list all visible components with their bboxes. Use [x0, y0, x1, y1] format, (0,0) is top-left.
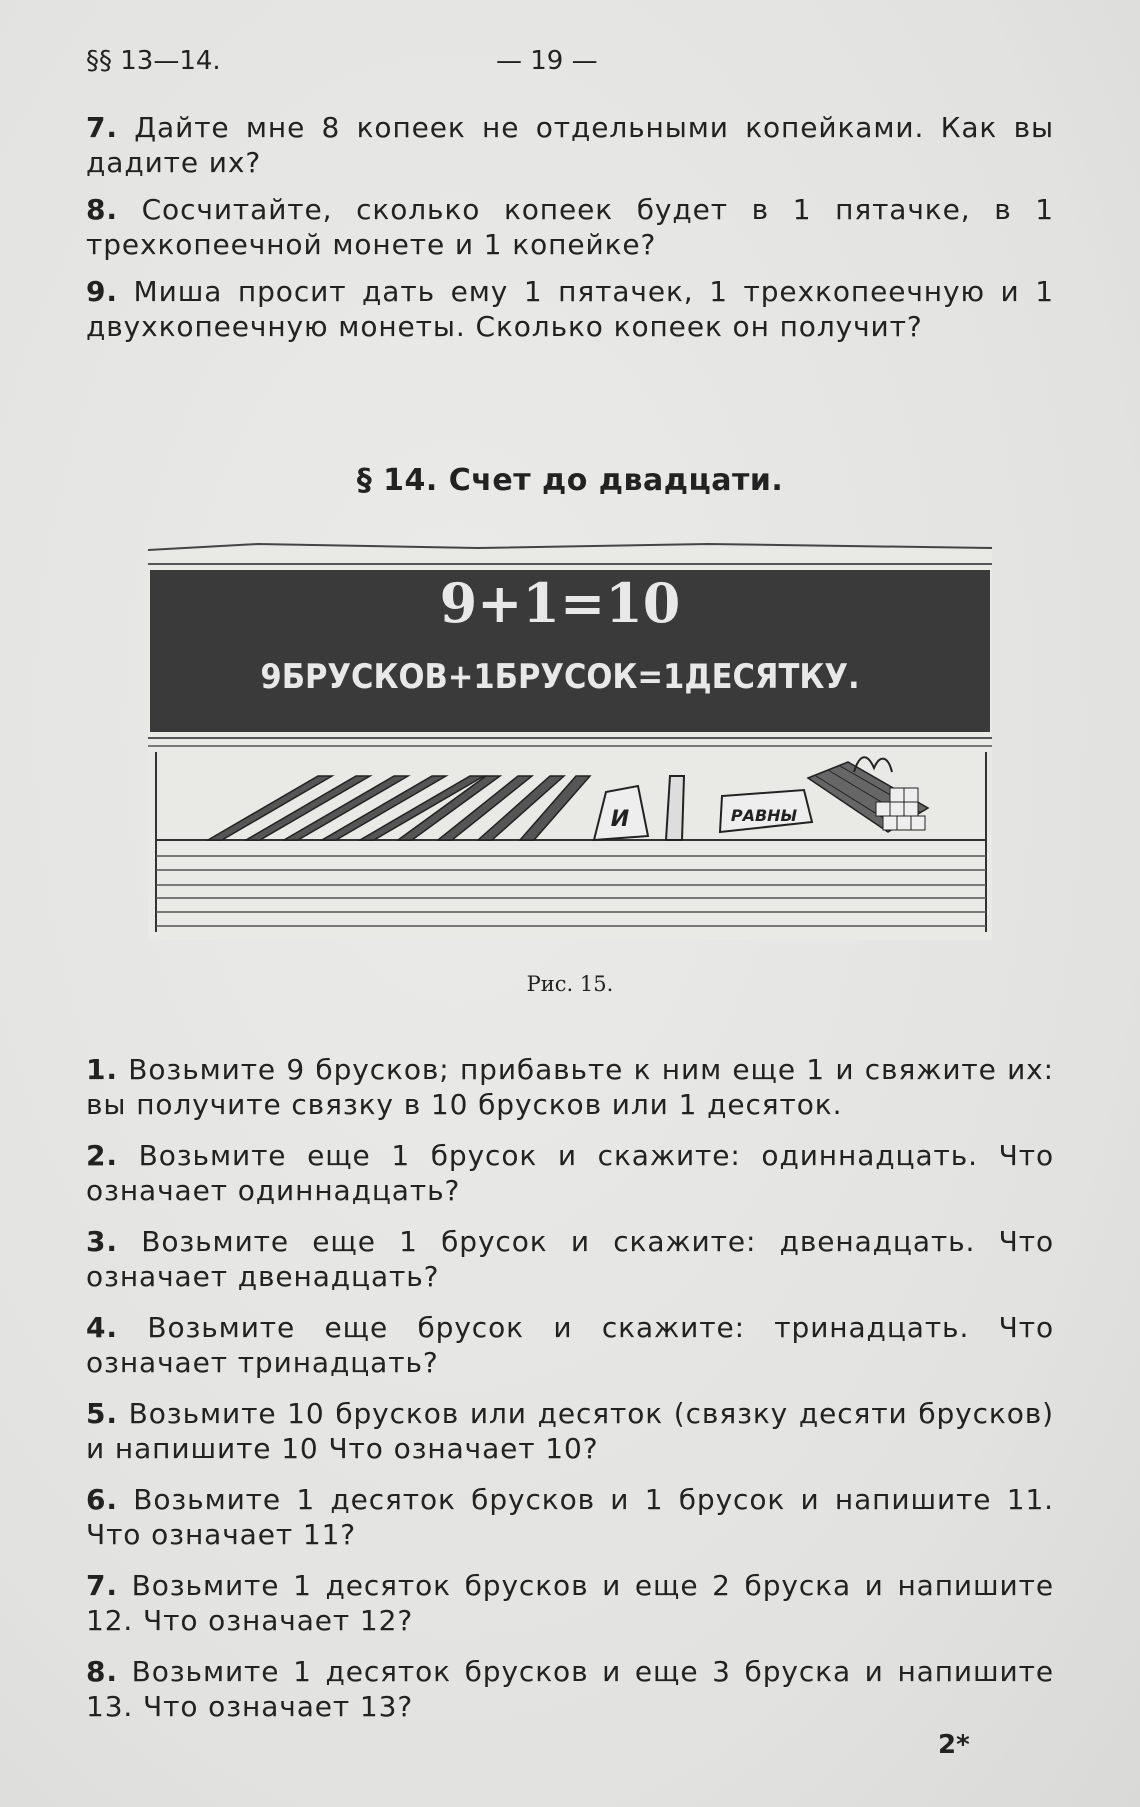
figure-caption: Рис. 15. [526, 972, 614, 996]
board-equation: 9+1=10 [439, 571, 681, 635]
page-number: — 19 — [496, 46, 598, 76]
page-header [86, 46, 1056, 86]
exercise-text: Дайте мне 8 копеек не отдельными копейками. Как вы дадите их? [86, 111, 1054, 179]
exercise-item [86, 1224, 1054, 1294]
exercise-number: 8. [86, 193, 118, 226]
exercise-text: Возьмите 1 десяток брусков и 1 брусок и напишите 11. Что означает 11? [86, 1483, 1054, 1551]
single-bar [666, 776, 684, 840]
exercise-text: Возьмите еще 1 брусок и скажите: одиннадцать. Что означает одиннадцать? [86, 1139, 1054, 1207]
exercise-item [86, 1482, 1054, 1552]
figure-15-illustration [148, 540, 992, 940]
card-and-label: И [610, 807, 630, 832]
exercise-number: 6. [86, 1483, 118, 1516]
exercise-text: Возьмите 1 десяток брусков и еще 2 бруска и напишите 12. Что означает 12? [86, 1569, 1054, 1637]
exercise-item [86, 274, 1054, 344]
exercise-text: Возьмите еще 1 брусок и скажите: двенадцать. Что означает двенадцать? [86, 1225, 1054, 1293]
exercise-text: Сосчитайте, сколько копеек будет в 1 пятачке, в 1 трехкопеечной монете и 1 копейке? [86, 193, 1054, 261]
exercise-number: 7. [86, 111, 118, 144]
section-title: § 14. Счет до двадцати. [356, 463, 784, 498]
exercise-number: 9. [86, 275, 118, 308]
exercise-item [86, 1396, 1054, 1466]
exercise-text: Возьмите 10 брусков или десяток (связку десяти брусков) и напишите 10 Что означает 10? [86, 1397, 1054, 1465]
exercise-text: Возьмите 9 брусков; прибавьте к ним еще 1 и свяжите их: вы получите связку в 10 брусков или 1 десяток. [86, 1053, 1054, 1121]
exercise-item [86, 1052, 1054, 1122]
exercise-number: 3. [86, 1225, 118, 1258]
exercise-item [86, 192, 1054, 262]
exercise-number: 2. [86, 1139, 118, 1172]
exercise-number: 4. [86, 1311, 118, 1344]
exercise-text: Миша просит дать ему 1 пятачек, 1 трехкопеечную и 1 двухкопеечную монеты. Сколько копеек он получит? [86, 275, 1054, 343]
exercise-item [86, 1310, 1054, 1380]
exercise-item [86, 110, 1054, 180]
exercise-item [86, 1138, 1054, 1208]
board-words: 9БРУСКОВ+1БРУСОК=1ДЕСЯТКУ. [260, 657, 860, 697]
exercise-text: Возьмите 1 десяток брусков и еще 3 бруска и напишите 13. Что означает 13? [86, 1655, 1054, 1723]
exercise-number: 8. [86, 1655, 118, 1688]
exercise-text: Возьмите еще брусок и скажите: тринадцать. Что означает тринадцать? [86, 1311, 1054, 1379]
exercise-number: 5. [86, 1397, 118, 1430]
exercise-item [86, 1654, 1054, 1724]
signature-mark: 2* [938, 1730, 970, 1760]
exercise-number: 1. [86, 1053, 118, 1086]
exercise-number: 7. [86, 1569, 118, 1602]
section-reference: §§ 13—14. [86, 46, 221, 76]
exercise-item [86, 1568, 1054, 1638]
card-equal-label: РАВНЫ [730, 806, 798, 825]
